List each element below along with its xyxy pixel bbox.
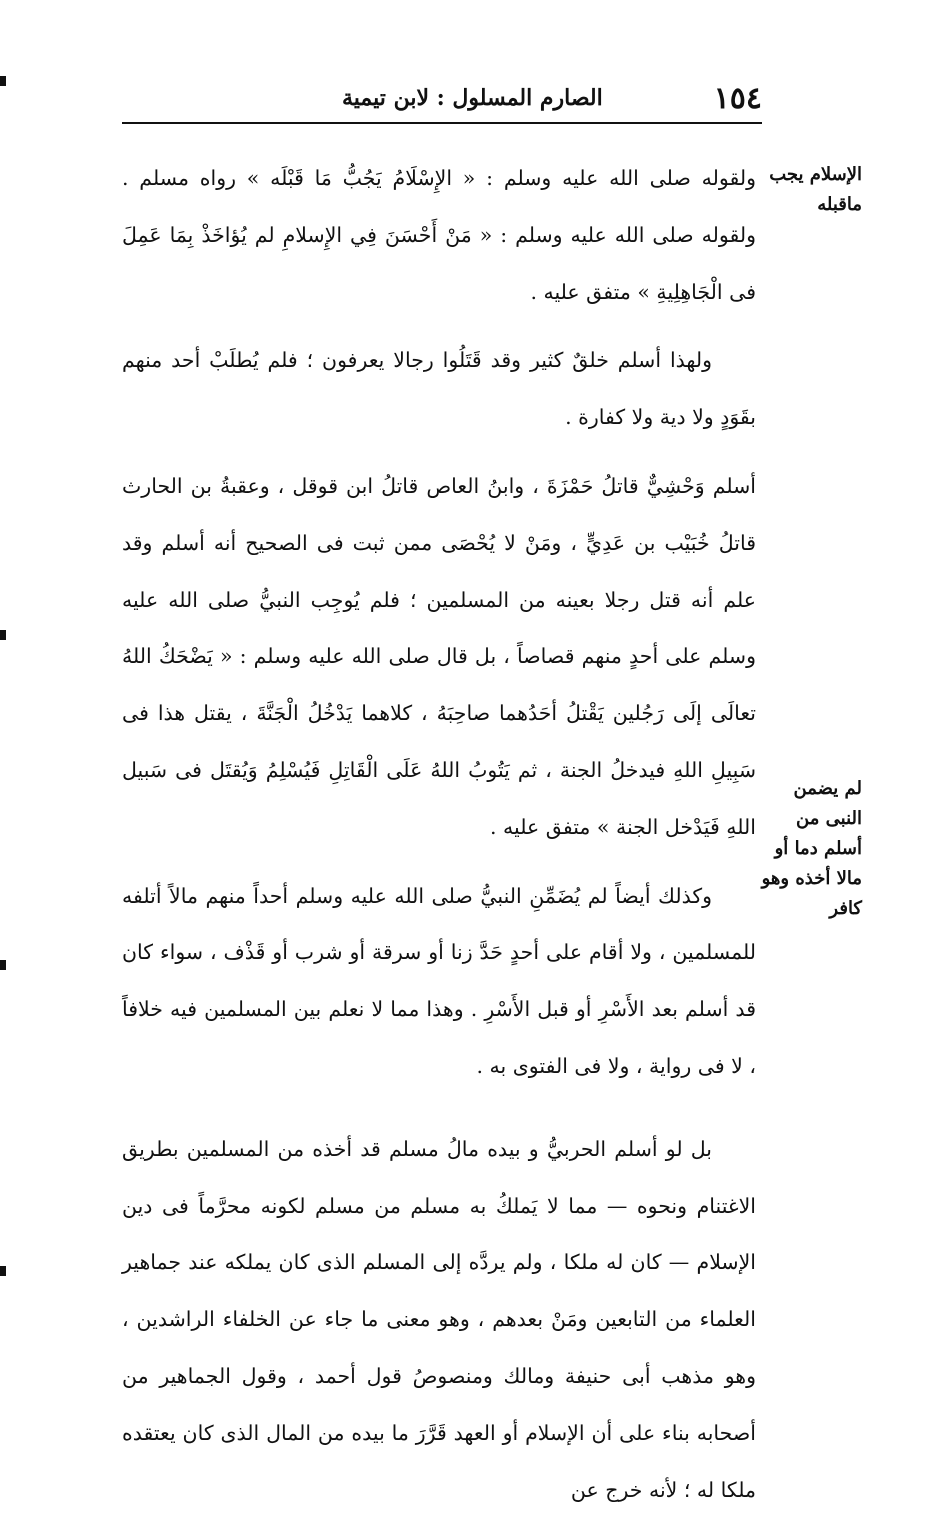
paragraph: ولهذا أسلم خلقٌ كثير وقد قَتَلُوا رجالا يعرفون ؛ فلم يُطلَبْ أحد منهم بقَوَدٍ ولا دية ولا كفارة . (122, 348, 756, 430)
header-rule (122, 122, 762, 124)
body-text (122, 150, 756, 1502)
scan-edge-mark (0, 630, 6, 640)
paragraph: وكذلك أيضاً لم يُضَمِّنِ النبيُّ صلى الله عليه وسلم أحداً منهم مالاً أتلفه للمسلمين ، ولا أقام على أحدٍ حَدَّ زنا أو سرقة أو شرب أو قَذْف ، سواء كان قد أسلم بعد الأَسْرِ أو قبل الأَسْرِ . وهذا مما لا نعلم بين المسلمين فيه خلافاً ، لا فى رواية ، ولا فى الفتوى به . (122, 883, 756, 1078)
paragraph: ولقوله صلى الله عليه وسلم : « الإِسْلَامُ يَجُبُّ مَا قَبْلَه » رواه مسلم . ولقوله صلى الله عليه وسلم : « مَنْ أَحْسَنَ فِي الإِسلامِ لم يُؤاخَذْ بِمَا عَمِلَ فى الْجَاهِلِيةِ » متفق عليه . (122, 166, 756, 304)
scan-edge-mark (0, 960, 6, 970)
margin-note-no-liability: لم يضمن النبى من أسلم دما أو مالا أخذه وهو كافر (761, 778, 862, 919)
paragraph: بل لو أسلم الحربيُّ و بيده مالُ مسلم قد أخذه من المسلمين بطريق الاغتنام ونحوه — مما لا يَملكُ به مسلم من مسلم لكونه محرَّماً فى دين الإسلام — كان له ملكا ، ولم يردَّه إلى المسلم الذى كان يملكه عند جماهير العلماء من التابعين ومَنْ بعدهم ، وهو معنى ما جاء عن الخلفاء الراشدين ، وهو مذهب أبى حنيفة ومالك ومنصوصُ قول أحمد ، وقول الجماهير من أصحابه بناء على أن الإسلام أو العهد قَرَّرَ ما بيده من المال الذى كان يعتقده ملكا له ؛ لأنه خرج عن (122, 1136, 756, 1502)
margin-note-islam: الإسلام يجب ماقبله (769, 164, 862, 215)
page-header (122, 78, 762, 118)
scan-edge-mark (0, 76, 6, 86)
running-title: الصارم المسلول : لابن تيمية (342, 85, 603, 111)
page-number: ١٥٤ (713, 80, 762, 116)
paragraph: أسلم وَحْشِيٌّ قاتلُ حَمْزَةَ ، وابنُ العاص قاتلُ ابن قوقل ، وعقبةُ بن الحارث قاتلُ خُبَيْب بن عَدِيٍّ ، ومَنْ لا يُحْصَى ممن ثبت فى الصحيح أنه أسلم وقد علم أنه قتل رجلا بعينه من المسلمين ؛ فلم يُوجِب النبيُّ صلى الله عليه وسلم على أحدٍ منهم قصاصاً ، بل قال صلى الله عليه وسلم : « يَضْحَكُ اللهُ تعالَى إلَى رَجُلين يَقْتلُ أحَدُهما صاحِبَهُ ، كلاهما يَدْخُلُ الْجَنَّةَ ، يقتل هذا فى سَبِيلِ اللهِ فيدخلُ الجنة ، ثم يَتُوبُ اللهُ عَلَى الْقَاتِلِ فَيُسْلِمُ وَيُقتَل فى سَبيل اللهِ فَيَدْخل الجنة » متفق عليه . (122, 473, 756, 839)
scan-edge-mark (0, 1266, 6, 1276)
